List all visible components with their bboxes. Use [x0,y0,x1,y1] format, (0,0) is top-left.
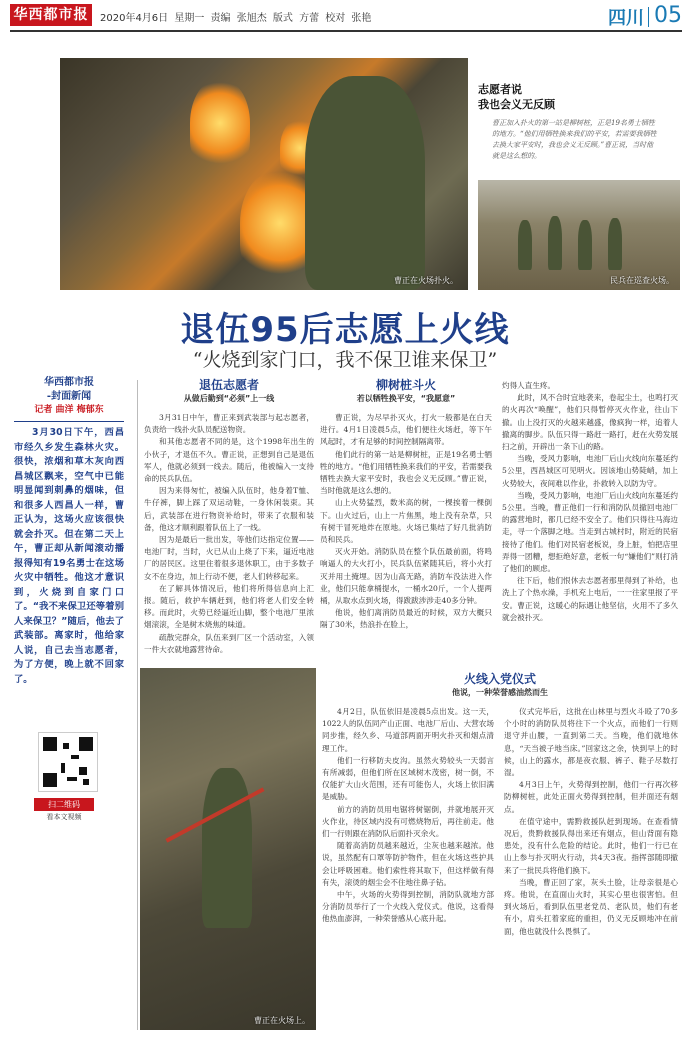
oath-subtitle: 他说，一种荣誉感油然而生 [452,688,548,697]
headline: 退伍95后志愿上火线 [180,310,510,350]
column-3 [502,380,678,670]
col1-subtitle: 从做后勤到“必须”上一线 [183,394,275,403]
header-rule [10,30,682,32]
newspaper-logo: 华西都市报 [10,4,92,26]
side-photo-caption: 民兵在巡查火场。 [610,276,674,285]
side-quote: 曹正加入扑火的第一站是柳树桩，正是19名勇士牺牲的地方。“他们用牺牲换来我们的平安，若需要我牺牲去换大家平安时，我也会义无反顾。”曹正说，当时他就是这么想的。 [492,119,657,160]
headline-subtitle: “火烧到家门口，我不保卫谁来保卫” [192,349,498,371]
column-1 [144,378,314,674]
col3-body: 灼得人直生疼。 此时，风不合时宜地袭来，卷起尘土，也鸣打灭的火再次“唤醒”，他们只得暂停灭火作业，往山下撤。山上没打灭的火越来越盛，像疯狗一样，追着人撤离的脚步。队伍只得一路赶一路打，赶在火势发展扫之前，开辟出一条下山的路。 当晚，受风力影响，电池厂后山火线向东蔓延约5公里，西昌城区可见明火。因该地山势陡峭，加上火势较大，夜间难以作业，扑救转入以防为守。 当晚，受风力影响，电池厂后山火线向东蔓延约5公里。当晚，曹正他们一行和消防队员撤回电池厂的露营地时，都几已经不安全了。他们只得往马海边走，寻一个落脚之地。当走到古城村时，附近的民宿接待了他们。他们对民宿老板说，身上脏，怕把店里弄得一团糟，想拒绝好意，老板一句“嫌他们”则打消了他们的顾虑。 往下后，他们恨休去志愿者那里得到了补给，也洗上了个热水澡，手机充上电后，一一往家里报了平安。曹正说，这暖心的际遇让他坚信，火用不了多久就会被扑灭。 [502,381,678,622]
bottom-photo-caption: 曹正在火场上。 [254,1016,310,1025]
column-divider [137,380,138,1030]
side-subtitle: 我也会义无反顾 [478,98,555,111]
col2-body: 曹正说，为尽早扑灭火，打火一般都是在白天进行。4月1日凌晨5点，他们便往火场赶，等下午风起时，才有足够的时间控制隔离带。 他们此行的第一站是柳树桩，正是19名勇士牺牲的地方。“他们用牺牲换来我们的平安，若需要我牺牲去换大家平安时，我也会义无反顾。”曹正说，当时他就是这么想的。 山上火势猛烈，数米高的树，一棵挨着一棵倒下。山火过后，山上一片焦黑，地上没有杂草，只有树干冒死地炸在原地。火场已集结了好几批消防员和民兵。 灭火开始。消防队员在整个队伍最前面，将鸣响逼人的大火打小，民兵队伍紧随其后，将小火打灭并用土掩埋。因为山高无路，消防车没法进入作业，他们只能拿桶提水，一桶水20斤，一个人提两桶，从取水点到火场，得跋跋涉涉走40多分钟。 他说，他们离消防员最近的时候，双方大概只隔了30米，热浪扑在脸上， [320,413,492,630]
qr-label: 扫二维码 [34,798,94,811]
header-divider [648,7,649,27]
col1-title: 退伍志愿者 [198,378,259,392]
oath-col-b: 仪式完毕后，这批在山林里与烈火斗殴了70多个小时的消防队员将往下一个火点，而他们一行则退守并山腰，一直到第二天。当晚，他们就地休息，“天当被子地当床。”回家这之余，快到早上的时候，山上的露水，都是夜衣服、裤子、鞋子尽数打湿。 4月3日上午，火势得到控制，他们一行再次移防柳树桩，此处正面火势得到控制，但并面还有烟点。 在值守途中，需黔救援队赶到现场。在查看情况后，贵黔救援队得出来还有烟点，但山背面有隐患处，没有什么危险的结论。此时，他们一行已在山上参与扑灭明火行动，共4天3夜。指挥部随即撤来了一批民兵将他们换下。 当晚，曹正回了家，灰头土脸，让母亲很是心疼。他说，在直面山火时，其实心里也很害怕。但到火场后，看到队伍里老党员、老队员，他们有老有小，肩头扛着家庭的重担，仍义无反顾地冲在前面，他也就没什么畏惧了。 [504,707,678,936]
qr-sublabel: 看本文视频 [46,813,82,821]
lead-source-2: -封面新闻 [46,391,92,402]
lead-authors: 记者 曲洋 梅郁东 [34,405,104,415]
lead-source: 华西都市报 [44,377,94,388]
bottom-photo [140,668,316,1030]
issue-meta: 2020年4月6日 星期一 责编 张旭杰 版式 方蕾 校对 张艳 [100,13,372,24]
lead-text: 3月30日下午，西昌市经久乡发生森林火灾。很快，浓烟和草木灰向西昌城区飘来，空气中已能明显闻到刺鼻的烟味，但和很多人西昌人一样，曹正认为，这场火应该很快就会扑灭。但在第二天上午，曹正却从新闻滚动播报得知有19名勇士在这场火灾中牺牲。他这才意识到，火烧到自家门口了。“我不来保卫还等着别人来保卫？”随后，他去了武装部。离家时，他给家人说，自己去当志愿者，为了方便，晚上就不回家了。 [14,427,124,685]
qr-code[interactable] [38,732,98,792]
page-number: 05 [654,3,682,28]
oath-col-a: 4月2日，队伍依旧是凌晨5点出发。这一天，1022人的队伍同产山正面、电池厂后山、大营农场同步推，经久乡、马道部两面开明火扑灭和烟点清理工作。 他们一行移防夫皮沟。虽然火势较头一天弱言有所减弱，但他们所在区域树木茂密，树一倒，不仅能扩大山火范围，还有可能伤人，火场上依旧满是威胁。 前方的消防员用电锯将树锯倒，并就地展开灭火作业，待区域内没有可燃烧物后，再往前走。他们一行则跟在消防队后面扑灭余火。 随着高消防员越来越近，尘灰也越来越浓。他说，虽然配有口罩等防护物件，但在火场这些护具会让呼吸困难。他们索性将其取下，但这样做有得有失，滚烫的烟尘会不住地往鼻子钻。 中午，火场的火势得到控制，消防队就地方部分消防员举行了一个火线入党仪式。他说，这看得他热血澎湃，一种荣誉感从心底升起。 [322,707,494,924]
col2-subtitle: 若以牺牲换平安，“我愿意” [356,394,456,403]
column-2 [320,378,492,692]
top-photo [60,58,468,290]
col1-body: 3月31日中午，曹正来到武装部与起志愿者，负责给一线扑火队员配送物资。 和其他志愿者不同的是，这个1998年出生的小伙子，才退伍不久。曹正说，正想到自己是退伍军人，他就必须到一线去。随后，他被编入一支待命的民兵队伍。 因为来得匆忙，被编入队伍时，他身着T恤、牛仔裤，脚上踩了双运动鞋，一身休闲装束。其后，武装部在进行物资补给时，带来了衣服和装备，他这才顺利跟着队伍上了一线。 因为是最后一批出发，等他们达指定位置——电池厂时，当时，火已从山上烧了下来，逼近电池厂的居民区。这里住着很多退休职工，由于多数子女不在身边，加上行动不便，老人们转移起来。 在了解具体情况后，他们将所得信息向上汇报。随后，救护车辆赶到，他们将老人们安全转移。而此时，火势已经逼近山脚，整个电池厂里浓烟滚滚，全是树木烧焦的味道。 疏散完群众，队伍来到厂区一个活动室，入领一件大衣就地露营待命。 [144,413,314,654]
oath-title: 火线入党仪式 [463,672,536,686]
side-box [478,82,678,162]
side-title: 志愿者说 [478,83,522,96]
side-photo [478,180,680,290]
lead-box [10,376,128,736]
col2-title: 柳树桩斗火 [375,378,436,392]
section-oath [322,672,678,698]
section-name: 四川 [608,8,644,29]
top-photo-caption: 曹正在火场扑火。 [394,276,458,285]
